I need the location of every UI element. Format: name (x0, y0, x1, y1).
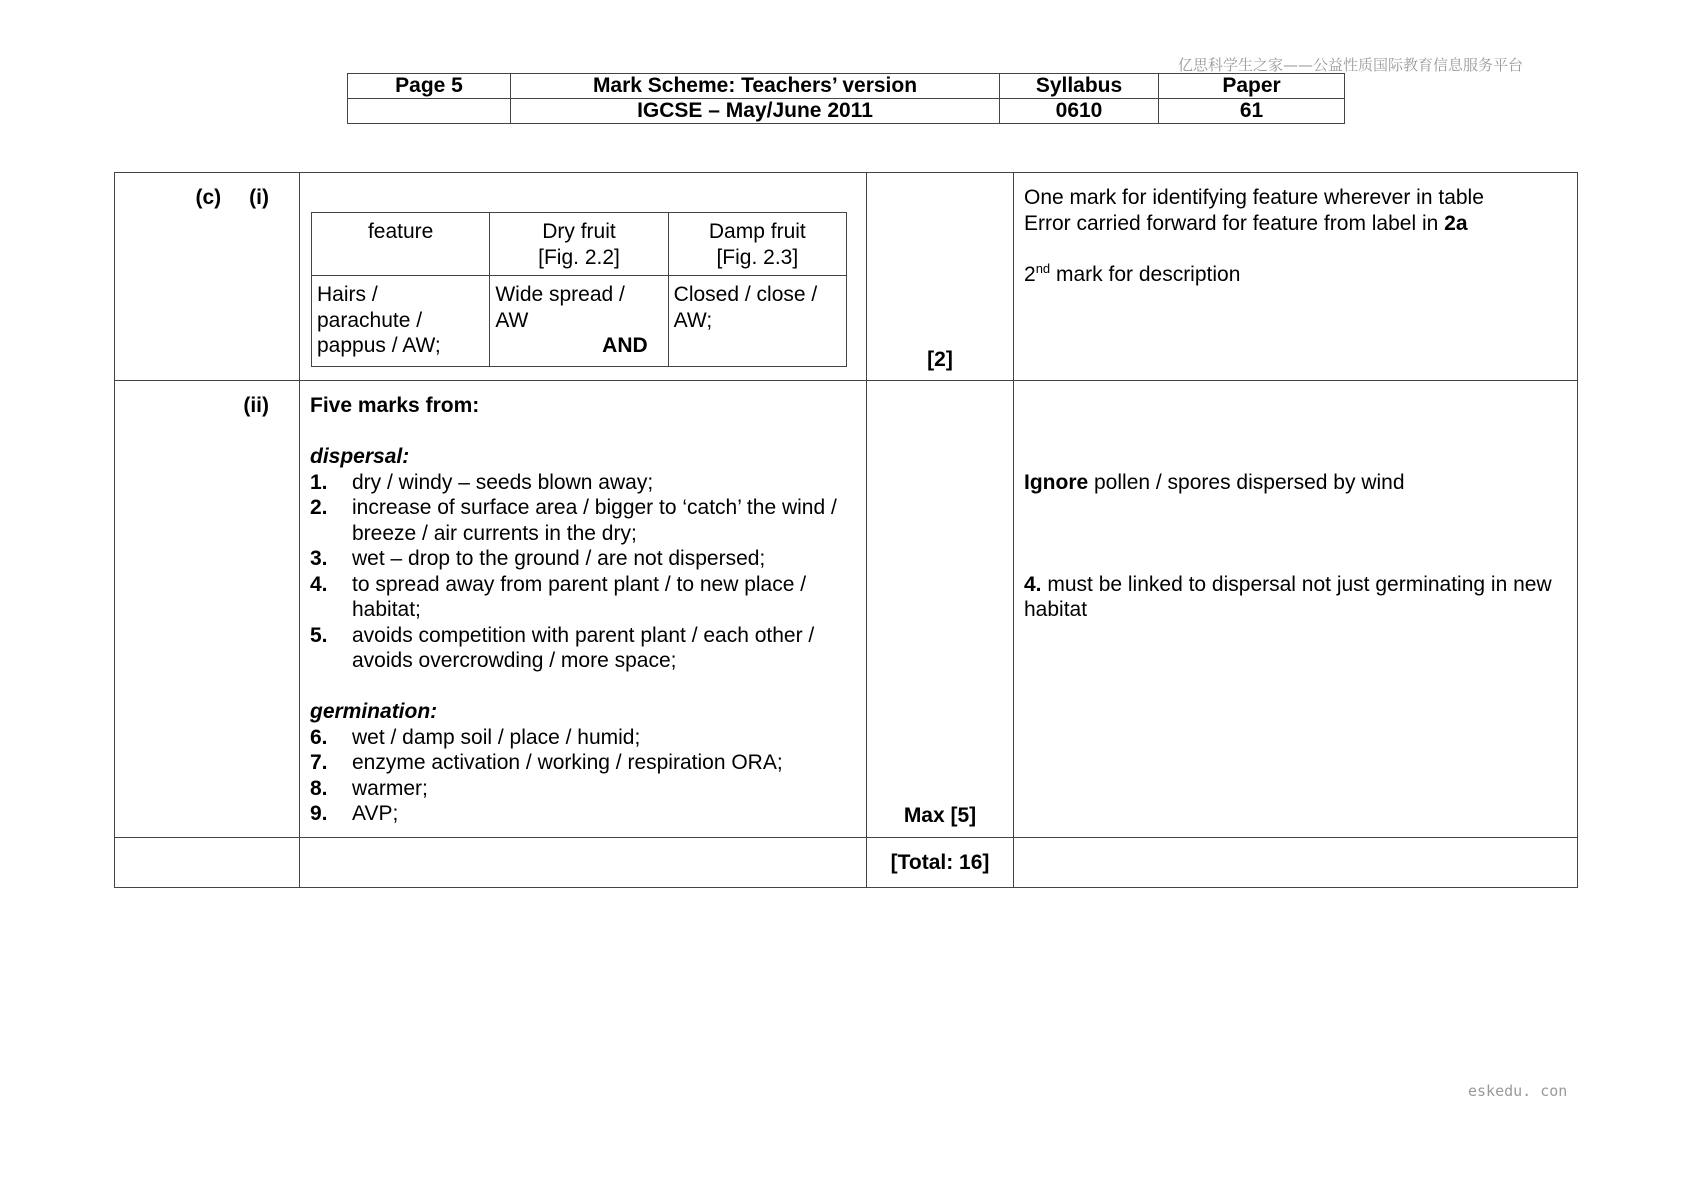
damp-fruit-header: Damp fruit [Fig. 2.3] (668, 213, 846, 276)
watermark-top: 亿思科学生之家——公益性质国际教育信息服务平台 (1178, 56, 1524, 74)
list-item: 8. warmer; (310, 776, 428, 800)
total-marks: [Total: 16] (867, 837, 1014, 887)
list-item: 6. wet / damp soil / place / humid; (310, 725, 641, 749)
guidance-ii (1014, 381, 1578, 838)
germination-list (310, 725, 856, 827)
row-c-i (115, 173, 1578, 381)
dry-fruit-cell: Wide spread / AW AND (490, 276, 668, 367)
guidance-line-2: Error carried forward for feature from label in 2a (1024, 211, 1468, 235)
list-item: 1. dry / windy – seeds blown away; (310, 470, 654, 494)
dispersal-heading: dispersal: (310, 445, 410, 468)
feature-header: feature (312, 213, 490, 276)
damp-fruit-cell: Closed / close / AW; (668, 276, 846, 367)
marks-c-i: [2] (867, 173, 1014, 381)
list-item: 5. avoids competition with parent plant / each other / avoids overcrowding / more space; (310, 623, 815, 672)
dispersal-list (310, 470, 856, 674)
watermark-bottom: eskedu. con (1468, 1082, 1568, 1100)
header-title: Mark Scheme: Teachers’ version (511, 74, 1000, 99)
guidance-ignore: Ignore pollen / spores dispersed by wind (1024, 470, 1405, 494)
header-paper-label: Paper (1159, 74, 1345, 99)
header-empty (348, 99, 511, 124)
germination-heading: germination: (310, 700, 438, 723)
marks-ii: Max [5] (867, 381, 1014, 838)
header-page: Page 5 (348, 74, 511, 99)
label-i: (i) (249, 186, 269, 209)
guidance-line-1: One mark for identifying feature wherever in table (1024, 186, 1484, 209)
list-item: 4. to spread away from parent plant / to new place / habitat; (310, 572, 807, 621)
feature-cell: Hairs / parachute / pappus / AW; (312, 276, 490, 367)
guidance-note-4: 4. must be linked to dispersal not just germinating in new habitat (1024, 572, 1552, 621)
guidance-c-i (1014, 173, 1578, 381)
list-item: 9. AVP; (310, 802, 399, 825)
list-item: 3. wet – drop to the ground / are not dispersed; (310, 547, 766, 570)
row-ii (115, 381, 1578, 838)
header-subtitle: IGCSE – May/June 2011 (511, 99, 1000, 124)
mark-scheme-table (114, 172, 1578, 888)
row-total (115, 837, 1578, 887)
header-table (347, 73, 1345, 124)
header-paper-value: 61 (1159, 99, 1345, 124)
dry-fruit-header: Dry fruit [Fig. 2.2] (490, 213, 668, 276)
and-label: AND (602, 334, 648, 357)
label-c: (c) (195, 186, 222, 209)
list-item: 2. increase of surface area / bigger to ‘catch’ the wind / breeze / air currents in the dry; (310, 496, 837, 545)
question-label-c-i (115, 173, 300, 381)
intro-text: Five marks from: (310, 394, 480, 417)
feature-table (311, 212, 847, 367)
answer-ii (300, 381, 867, 838)
answer-c-i (300, 173, 867, 381)
list-item: 7. enzyme activation / working / respiration ORA; (310, 751, 783, 774)
guidance-line-3: 2nd mark for description (1024, 260, 1241, 286)
header-syllabus-label: Syllabus (1000, 74, 1159, 99)
header-syllabus-value: 0610 (1000, 99, 1159, 124)
question-label-ii: (ii) (115, 381, 300, 838)
